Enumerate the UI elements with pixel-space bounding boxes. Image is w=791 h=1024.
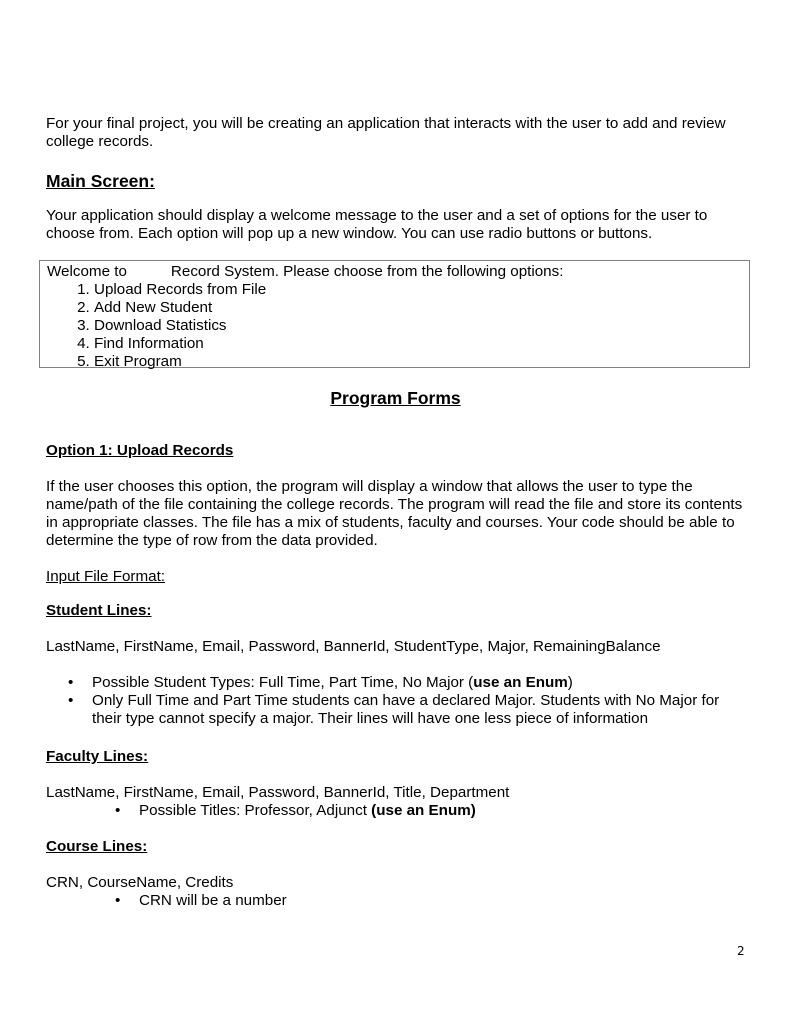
course-lines-heading: Course Lines: bbox=[46, 838, 148, 855]
welcome-menu-box bbox=[39, 260, 750, 368]
redacted-name bbox=[127, 264, 171, 278]
option1-heading: Option 1: Upload Records bbox=[46, 442, 234, 459]
welcome-prefix: Welcome to bbox=[47, 263, 127, 280]
option1-description: If the user chooses this option, the program will display a window that allows the user to type the name/path of the file containing the college records. The program will read the file and store its contents in appropriate classes. The file has a mix of students, faculty and courses. Your code should be able to determine the type of row from the data provided. bbox=[46, 478, 743, 549]
faculty-lines-heading: Faculty Lines: bbox=[46, 748, 149, 765]
use-enum-bold: use an Enum bbox=[473, 674, 568, 691]
intro-paragraph: For your final project, you will be creating an application that interacts with the user to add and review college records. bbox=[46, 115, 726, 150]
option-download-statistics: 3. Download Statistics bbox=[94, 317, 266, 335]
faculty-bullets bbox=[93, 802, 693, 820]
main-screen-heading: Main Screen: bbox=[46, 171, 155, 191]
student-types-text: Possible Student Types: Full Time, Part Time, No Major ( bbox=[92, 674, 474, 691]
course-bullets bbox=[93, 892, 693, 910]
faculty-titles-text: Possible Titles: Professor, Adjunct bbox=[139, 802, 372, 819]
student-types-end: ) bbox=[567, 674, 573, 691]
option-add-student: 2. Add New Student bbox=[94, 299, 266, 317]
welcome-message bbox=[47, 263, 563, 281]
option-exit-program: 5. Exit Program bbox=[94, 353, 266, 371]
major-rule-bullet: • Only Full Time and Part Time students can have a declared Major. Students with No Major for their type cannot specify a major. Their lines will have one less piece of information bbox=[46, 692, 746, 728]
student-lines-format: LastName, FirstName, Email, Password, BannerId, StudentType, Major, RemainingBalance bbox=[46, 638, 661, 655]
program-forms-heading bbox=[0, 388, 791, 409]
options-list bbox=[40, 281, 266, 371]
faculty-lines-format: LastName, FirstName, Email, Password, BannerId, Title, Department bbox=[46, 784, 510, 801]
option-upload-records: 1. Upload Records from File bbox=[94, 281, 266, 299]
course-lines-format: CRN, CourseName, Credits bbox=[46, 874, 234, 891]
student-types-bullet bbox=[46, 674, 746, 692]
program-forms-heading-text: Program Forms bbox=[330, 388, 461, 408]
student-lines-heading: Student Lines: bbox=[46, 602, 152, 619]
welcome-suffix: Record System. Please choose from the following options: bbox=[170, 263, 564, 280]
crn-bullet: • CRN will be a number bbox=[93, 892, 693, 910]
main-screen-description: Your application should display a welcome message to the user and a set of options for the user to choose from. Each option will pop up a new window. You can use radio buttons or buttons. bbox=[46, 207, 708, 242]
input-format-label: Input File Format: bbox=[46, 568, 166, 585]
page-number: 2 bbox=[737, 944, 745, 958]
option-find-information: 4. Find Information bbox=[94, 335, 266, 353]
faculty-titles-bullet bbox=[93, 802, 693, 820]
faculty-use-enum-bold: (use an Enum) bbox=[371, 802, 476, 819]
student-bullets bbox=[46, 674, 746, 728]
